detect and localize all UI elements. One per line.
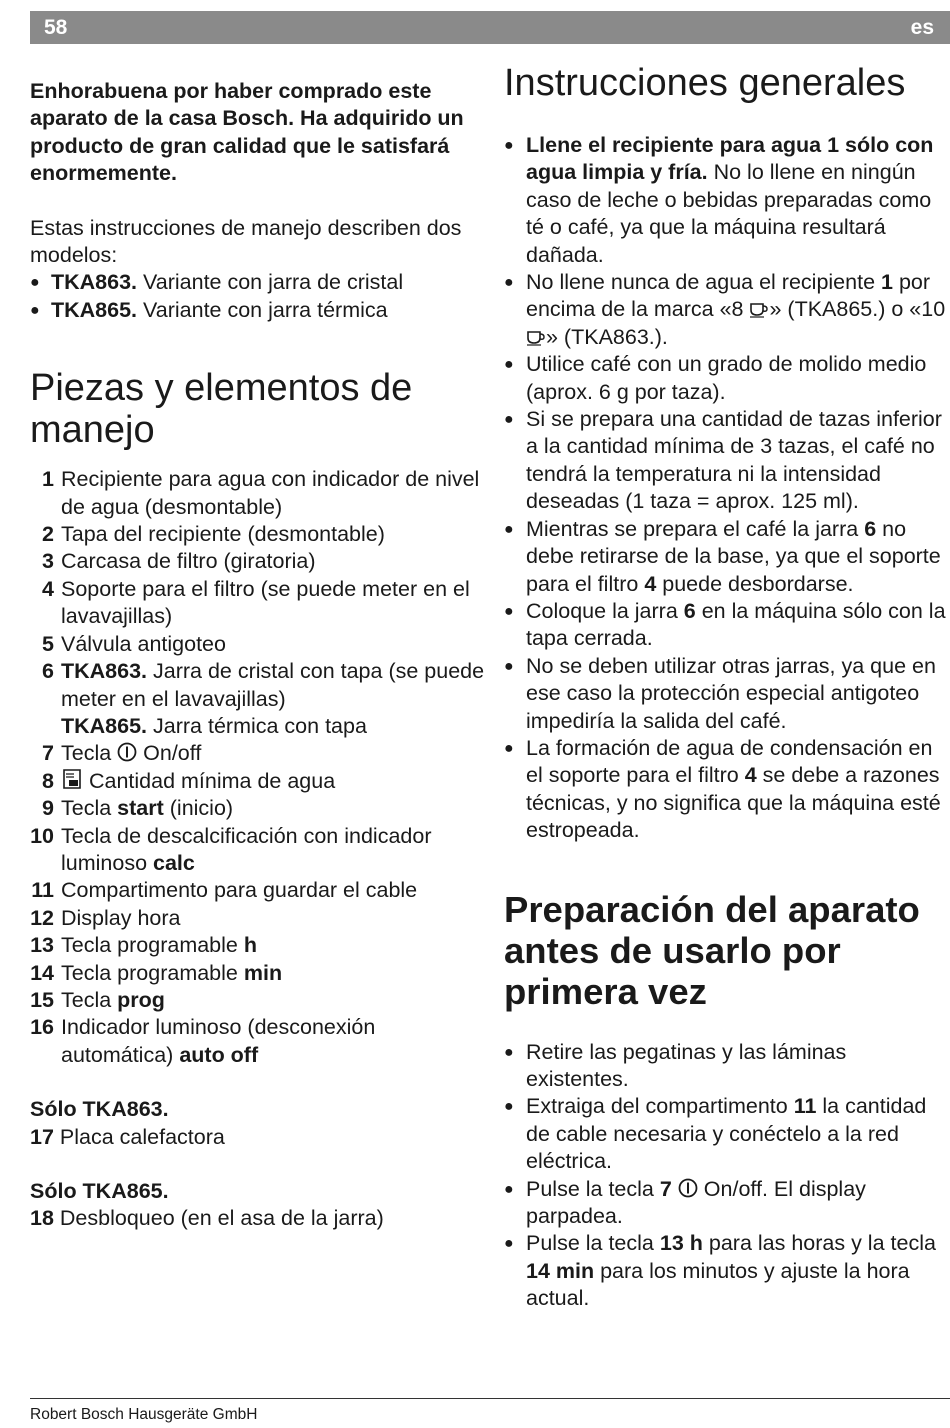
part-item: 7 Tecla On/off <box>42 741 202 766</box>
preparation-list <box>504 1039 950 1313</box>
part-item: 3 Carcasa de filtro (giratoria) <box>42 549 316 574</box>
left-column <box>30 78 485 1233</box>
page-header-bar <box>30 11 950 44</box>
part-item: 11 Compartimento para guardar el cable <box>31 878 418 903</box>
power-icon <box>117 742 137 762</box>
list-item: ● La formación de agua de condensación en el soporte para el filtro 4 se debe a razones técnicas, y no significa que la máquina esté estropeada. <box>504 735 950 845</box>
list-item: ● Coloque la jarra 6 en la máquina sólo con la tapa cerrada. <box>504 598 950 653</box>
part-item: 12 Display hora <box>30 905 181 930</box>
part-item: 2 Tapa del recipiente (desmontable) <box>42 522 385 547</box>
list-item: ● Retire las pegatinas y las láminas existentes. <box>504 1039 950 1094</box>
cup-icon <box>749 300 769 318</box>
language-code: es <box>910 16 934 39</box>
list-item: ● Si se prepara una cantidad de tazas inferior a la cantidad mínima de 3 tazas, el café no tendrá la temperatura ni la intensidad deseadas (1 taza = aprox. 125 ml). <box>504 406 950 516</box>
footer-rule <box>30 1398 950 1399</box>
page-number: 58 <box>44 16 68 39</box>
part-item: 1 Recipiente para agua con indicador de nivel de agua (desmontable) <box>42 467 480 519</box>
list-item: ● Llene el recipiente para agua 1 sólo con agua limpia y fría. No lo llene en ningún caso de leche o bebidas preparadas como té o café, ya que la máquina resultará dañada. <box>504 132 950 269</box>
part-item: 9 Tecla start (inicio) <box>42 796 234 821</box>
power-icon <box>678 1178 698 1198</box>
part-item: 10 Tecla de descalcificación con indicador luminoso calc <box>30 823 432 875</box>
part-item: 13 Tecla programable h <box>30 933 257 958</box>
part-item: 8 Cantidad mínima de agua <box>42 768 336 793</box>
list-item: ● No llene nunca de agua el recipiente 1 por encima de la marca «8 » (TKA865.) o «10 » (TKA863.). <box>504 269 950 351</box>
only-tka863-heading: Sólo TKA863. <box>30 1097 169 1122</box>
footer-company: Robert Bosch Hausgeräte GmbH <box>30 1406 258 1423</box>
list-item: ● Extraiga del compartimento 11 la cantidad de cable necesaria y conéctelo a la red eléctrica. <box>504 1093 950 1175</box>
list-item: ● No se deben utilizar otras jarras, ya que en ese caso la protección especial antigoteo impediría la salida del café. <box>504 653 950 735</box>
part-item: 5 Válvula antigoteo <box>42 631 226 656</box>
intro-paragraph: Enhorabuena por haber comprado este aparato de la casa Bosch. Ha adquirido un producto de gran calidad que le satisfará enormemente. <box>30 79 464 186</box>
part-item: 16 Indicador luminoso (desconexión automática) auto off <box>30 1015 376 1067</box>
general-instructions-list <box>504 132 950 845</box>
parts-heading: Piezas y elementos de manejo <box>30 367 413 452</box>
part-item: 4 Soporte para el filtro (se puede meter en el lavavajillas) <box>42 576 470 629</box>
model-item: ● TKA865. Variante con jarra térmica <box>30 297 485 324</box>
models-text: Estas instrucciones de manejo describen dos modelos: <box>30 215 462 268</box>
model-item: ● TKA863. Variante con jarra de cristal <box>30 269 485 296</box>
only-tka865-heading: Sólo TKA865. <box>30 1179 169 1203</box>
part-item: 14 Tecla programable min <box>30 960 283 985</box>
preparation-heading: Preparación del aparato antes de usarlo por primera vez <box>504 888 920 1012</box>
part-item: 15 Tecla prog <box>30 987 165 1012</box>
list-item: ● Utilice café con un grado de molido medio (aprox. 6 g por taza). <box>504 351 950 406</box>
list-item: ● Pulse la tecla 13 h para las horas y la tecla 14 min para los minutos y ajuste la hora actual. <box>504 1230 950 1312</box>
right-column <box>504 62 950 1313</box>
list-item: ● Mientras se prepara el café la jarra 6 no debe retirarse de la base, ya que el soporte para el filtro 4 puede desbordarse. <box>504 516 950 598</box>
list-item: ● Pulse la tecla 7 On/off. El display parpadea. <box>504 1176 950 1231</box>
part-item-17: 17 Placa calefactora <box>30 1124 225 1149</box>
general-instructions-heading: Instrucciones generales <box>504 62 906 104</box>
parts-list <box>30 466 485 1069</box>
models-list <box>30 269 485 324</box>
part-item-18: 18 Desbloqueo (en el asa de la jarra) <box>30 1206 384 1231</box>
part-item: 6 TKA863. Jarra de cristal con tapa (se puede meter en el lavavajillas) TKA865. Jarra térmica con tapa <box>42 659 485 738</box>
cup-icon <box>526 328 546 346</box>
min-water-icon <box>61 768 83 790</box>
